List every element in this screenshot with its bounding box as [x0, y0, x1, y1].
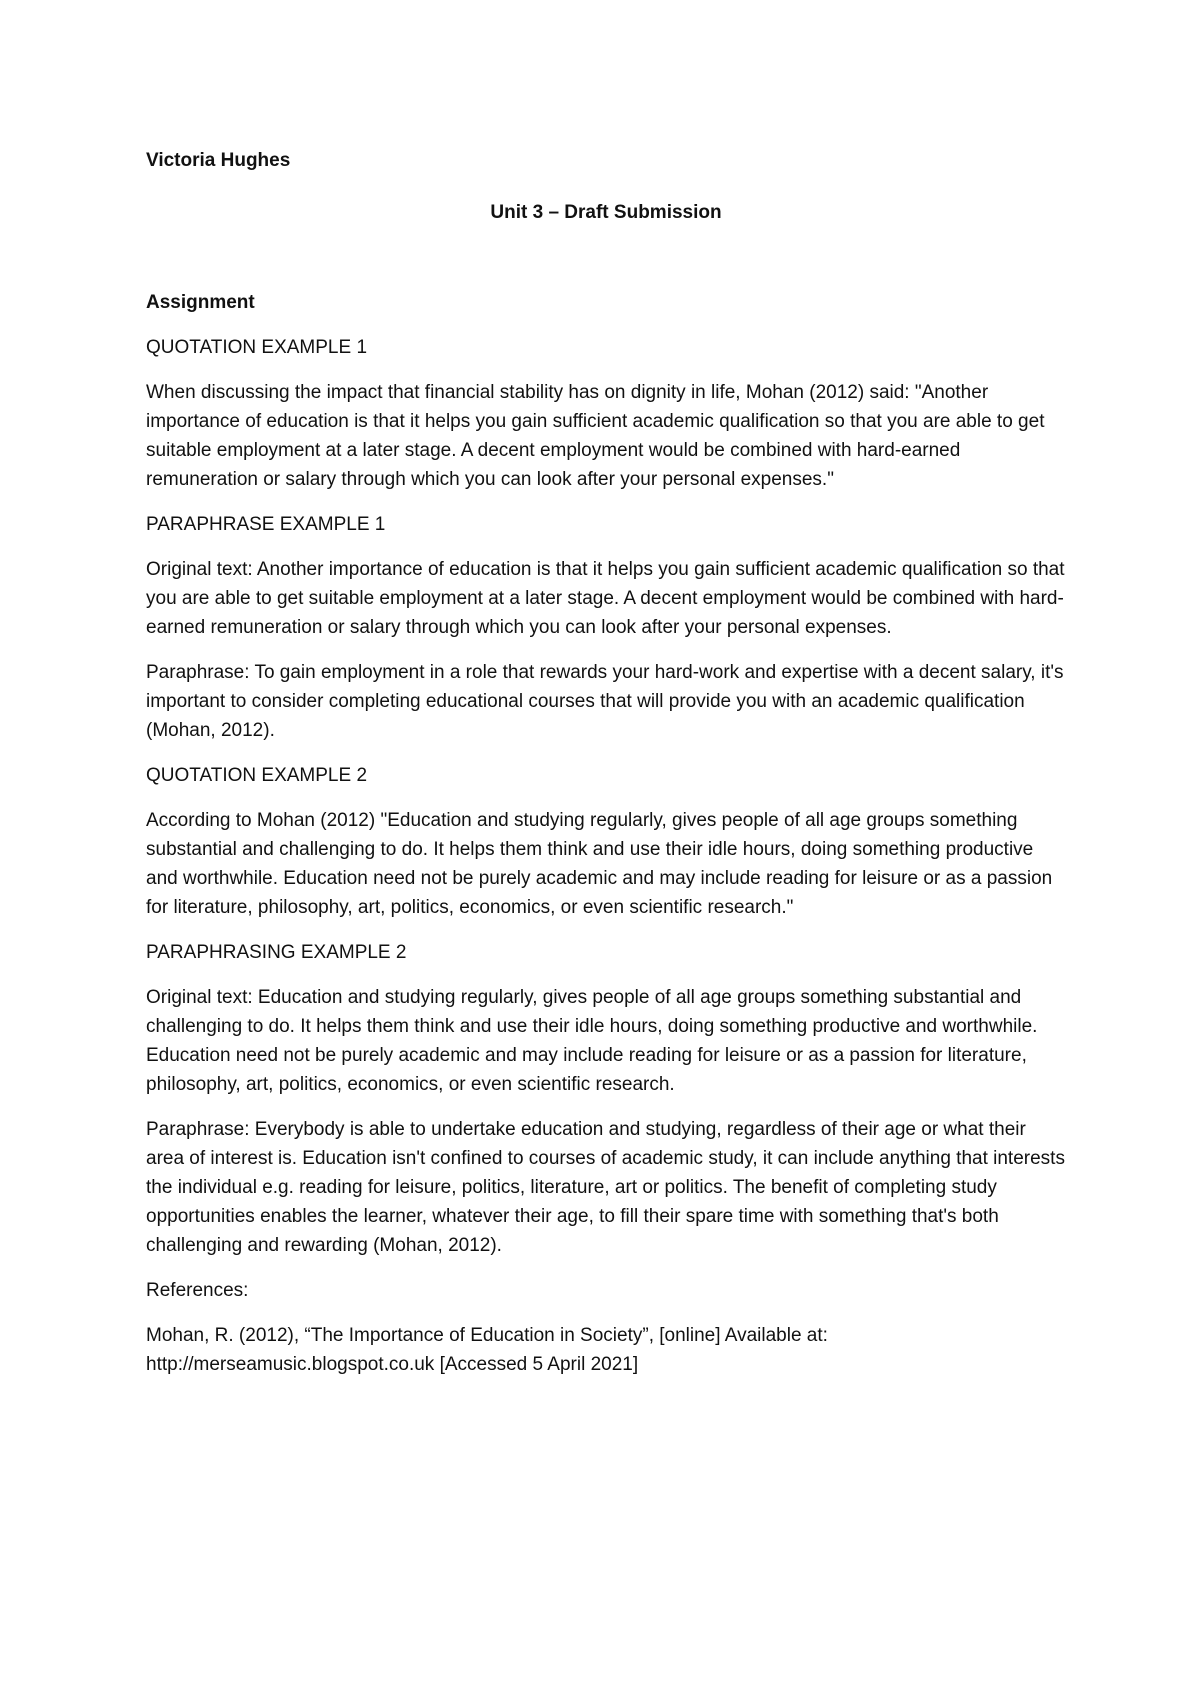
reference-line-2: http://merseamusic.blogspot.co.uk [Accessed 5 April 2021] [146, 1354, 639, 1375]
author-name: Victoria Hughes [146, 150, 291, 171]
paraphrase-1-original: Original text: Another importance of education is that it helps you gain sufficient academic qualification so that you are able to get suitable employment at a later stage. A decent employment would be combined with hard-earned remuneration or salary through which you can look after your personal expenses. [146, 559, 1065, 638]
quotation-2-text: According to Mohan (2012) "Education and studying regularly, gives people of all age groups something substantial and challenging to do. It helps them think and use their idle hours, doing something productive and worthwhile. Education need not be purely academic and may include reading for leisure or as a passion for literature, philosophy, art, politics, economics, or even scientific research." [146, 810, 1053, 918]
assignment-heading: Assignment [146, 292, 255, 313]
reference-line-1: Mohan, R. (2012), “The Importance of Education in Society”, [online] Available at: [146, 1325, 828, 1346]
section-label-paraphrasing-2: PARAPHRASING EXAMPLE 2 [146, 942, 407, 963]
document-title: Unit 3 – Draft Submission [490, 202, 722, 223]
paraphrasing-2-original: Original text: Education and studying regularly, gives people of all age groups something substantial and challenging to do. It helps them think and use their idle hours, doing something productive and worthwhile. Education need not be purely academic and may include reading for leisure or as a passion for literature, philosophy, art, politics, economics, or even scientific research. [146, 987, 1038, 1095]
paraphrase-1-text: Paraphrase: To gain employment in a role that rewards your hard-work and expertise with a decent salary, it's important to consider completing educational courses that will provide you with an academic qualification (Mohan, 2012). [146, 662, 1064, 741]
references-heading: References: [146, 1280, 249, 1301]
quotation-1-text: When discussing the impact that financial stability has on dignity in life, Mohan (2012) said: "Another importance of education is that it helps you gain sufficient academic qualification so that you are able to get suitable employment at a later stage. A decent employment would be combined with hard-earned remuneration or salary through which you can look after your personal expenses." [146, 382, 1045, 490]
section-label-quotation-1: QUOTATION EXAMPLE 1 [146, 337, 368, 358]
document-body [146, 146, 1066, 1379]
paraphrasing-2-text: Paraphrase: Everybody is able to undertake education and studying, regardless of their age or what their area of interest is. Education isn't confined to courses of academic study, it can include anything that interests the individual e.g. reading for leisure, politics, literature, art or politics. The benefit of completing study opportunities enables the learner, whatever their age, to fill their spare time with something that's both challenging and rewarding (Mohan, 2012). [146, 1119, 1065, 1256]
section-label-paraphrase-1: PARAPHRASE EXAMPLE 1 [146, 514, 386, 535]
section-label-quotation-2: QUOTATION EXAMPLE 2 [146, 765, 368, 786]
reference-entry [146, 1321, 1066, 1379]
